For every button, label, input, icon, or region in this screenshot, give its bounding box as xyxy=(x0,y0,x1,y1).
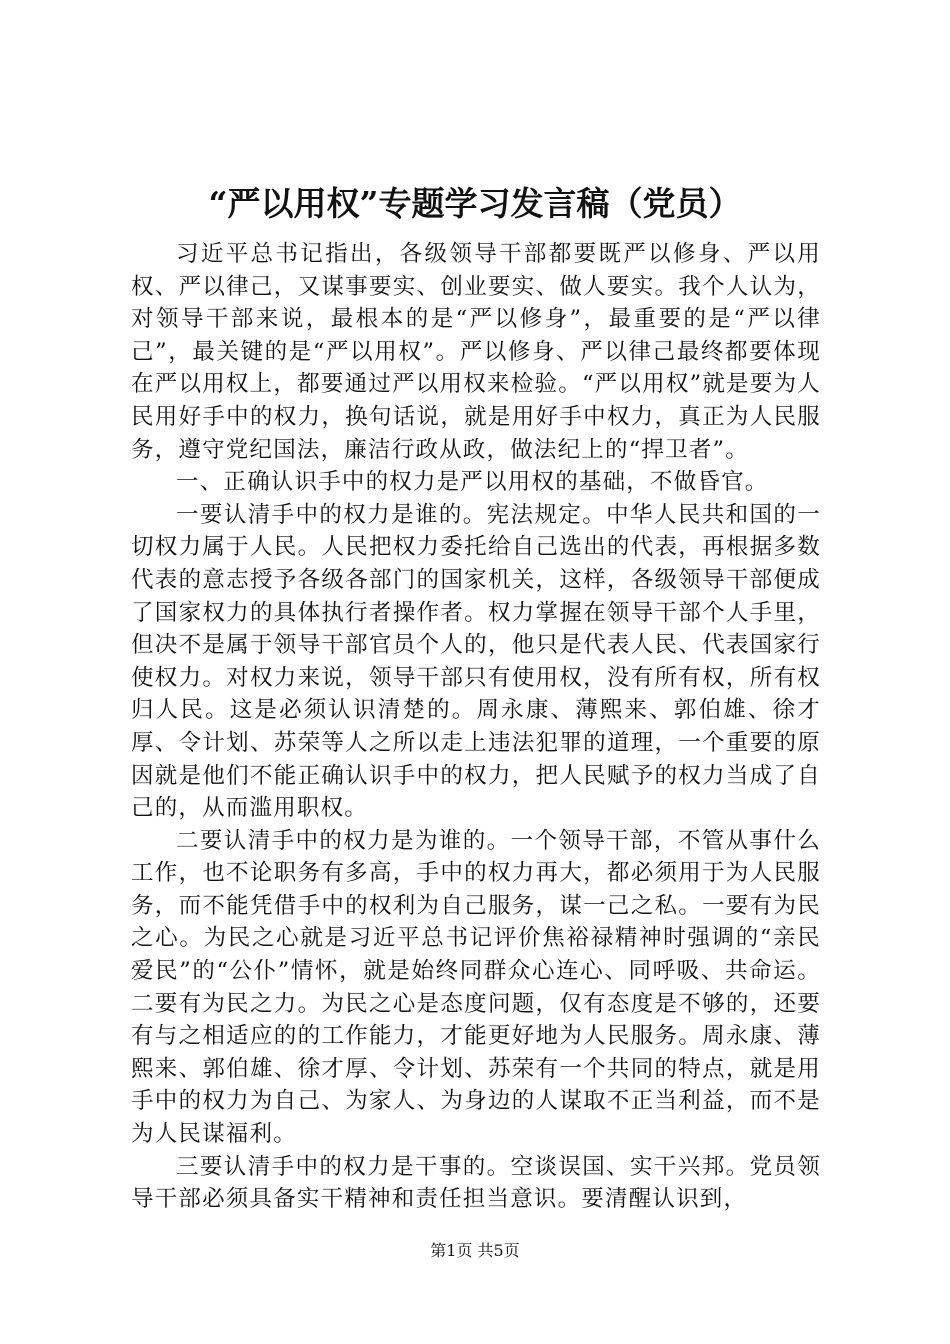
document-title: “严以用权”专题学习发言稿（党员） xyxy=(208,184,742,223)
page-footer: 第1页 共5页 xyxy=(430,1241,520,1260)
section-heading: 一、正确认识手中的权力是严以用权的基础，不做昏官。 xyxy=(176,469,769,496)
paragraph: 一要认清手中的权力是谁的。宪法规定。中华人民共和国的一切权力属于人民。人民把权力委托给自己选出的代表，再根据多数代表的意志授予各级各部门的国家机关，这样，各级领导干部便成了国家权力的具体执行者操作者。权力掌握在领导干部个人手里，但决不是属于领导干部官员个人的，他只是代表人民、代表国家行使权力。对权力来说，领导干部只有使用权，没有所有权，所有权归人民。这是必须认识清楚的。周永康、薄熙来、郭伯雄、徐才厚、令计划、苏荣等人之所以走上违法犯罪的道理，一个重要的原因就是他们不能正确认识手中的权力，把人民赋予的权力当成了自己的，从而滥用职权。 xyxy=(131,501,821,822)
paragraph: 二要认清手中的权力是为谁的。一个领导干部，不管从事什么工作，也不论职务有多高，手中的权力再大，都必须用于为人民服务，而不能凭借手中的权利为自己服务，谋一己之私。一要有为民之心。为民之心就是习近平总书记评价焦裕禄精神时强调的“亲民爱民”的“公仆”情怀，就是始终同群众心连心、同呼吸、共命运。二要有为民之力。为民之心是态度问题，仅有态度是不够的，还要有与之相适应的的工作能力，才能更好地为人民服务。周永康、薄熙来、郭伯雄、徐才厚、令计划、苏荣有一个共同的特点，就是用手中的权力为自己、为家人、为身边的人谋取不正当利益，而不是为人民谋福利。 xyxy=(131,827,821,1148)
paragraph: 习近平总书记指出，各级领导干部都要既严以修身、严以用权、严以律己，又谋事要实、创业要实、做人要实。我个人认为，对领导干部来说，最根本的是“严以修身”，最重要的是“严以律己”，最关键的是“严以用权”。严以修身、严以律己最终都要体现在严以用权上，都要通过严以用权来检验。“严以用权”就是要为人民用好手中的权力，换句话说，就是用好手中权力，真正为人民服务，遵守党纪国法，廉洁行政从政，做法纪上的“捍卫者”。 xyxy=(131,241,821,463)
document-body xyxy=(131,238,821,1216)
paragraph: 三要认清手中的权力是干事的。空谈误国、实干兴邦。党员领导干部必须具备实干精神和责任担当意识。要清醒认识到， xyxy=(131,1153,821,1213)
